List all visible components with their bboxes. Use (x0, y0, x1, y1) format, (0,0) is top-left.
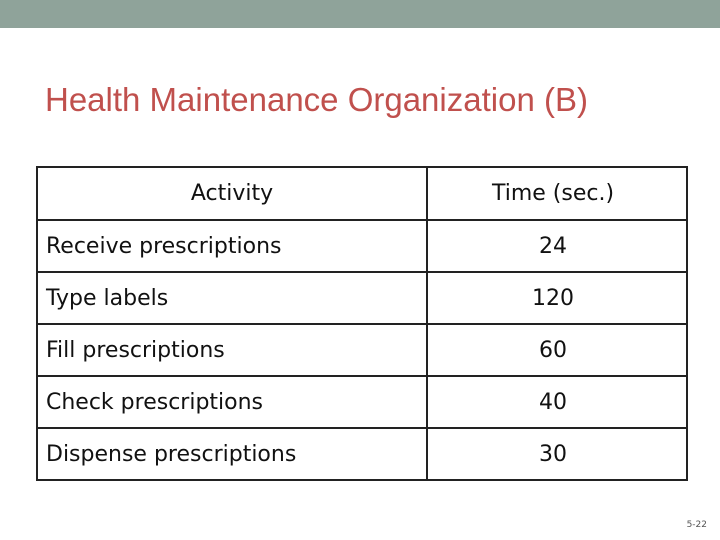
slide-number: 5-22 (686, 520, 707, 530)
activity-cell: Receive prescriptions (37, 220, 427, 272)
table-row (37, 428, 687, 480)
time-cell: 40 (427, 376, 687, 428)
activity-cell: Check prescriptions (37, 376, 427, 428)
time-cell: 120 (427, 272, 687, 324)
table-row (37, 376, 687, 428)
activity-cell: Fill prescriptions (37, 324, 427, 376)
activity-cell: Dispense prescriptions (37, 428, 427, 480)
time-cell: 24 (427, 220, 687, 272)
activity-time-table (36, 166, 688, 481)
table-row (37, 324, 687, 376)
header-time: Time (sec.) (427, 167, 687, 220)
table-row (37, 272, 687, 324)
header-activity: Activity (37, 167, 427, 220)
table-row (37, 220, 687, 272)
table-header-row (37, 167, 687, 220)
time-cell: 30 (427, 428, 687, 480)
activity-cell: Type labels (37, 272, 427, 324)
slide-title: Health Maintenance Organization (B) (45, 81, 588, 118)
top-accent-band (0, 0, 720, 28)
time-cell: 60 (427, 324, 687, 376)
